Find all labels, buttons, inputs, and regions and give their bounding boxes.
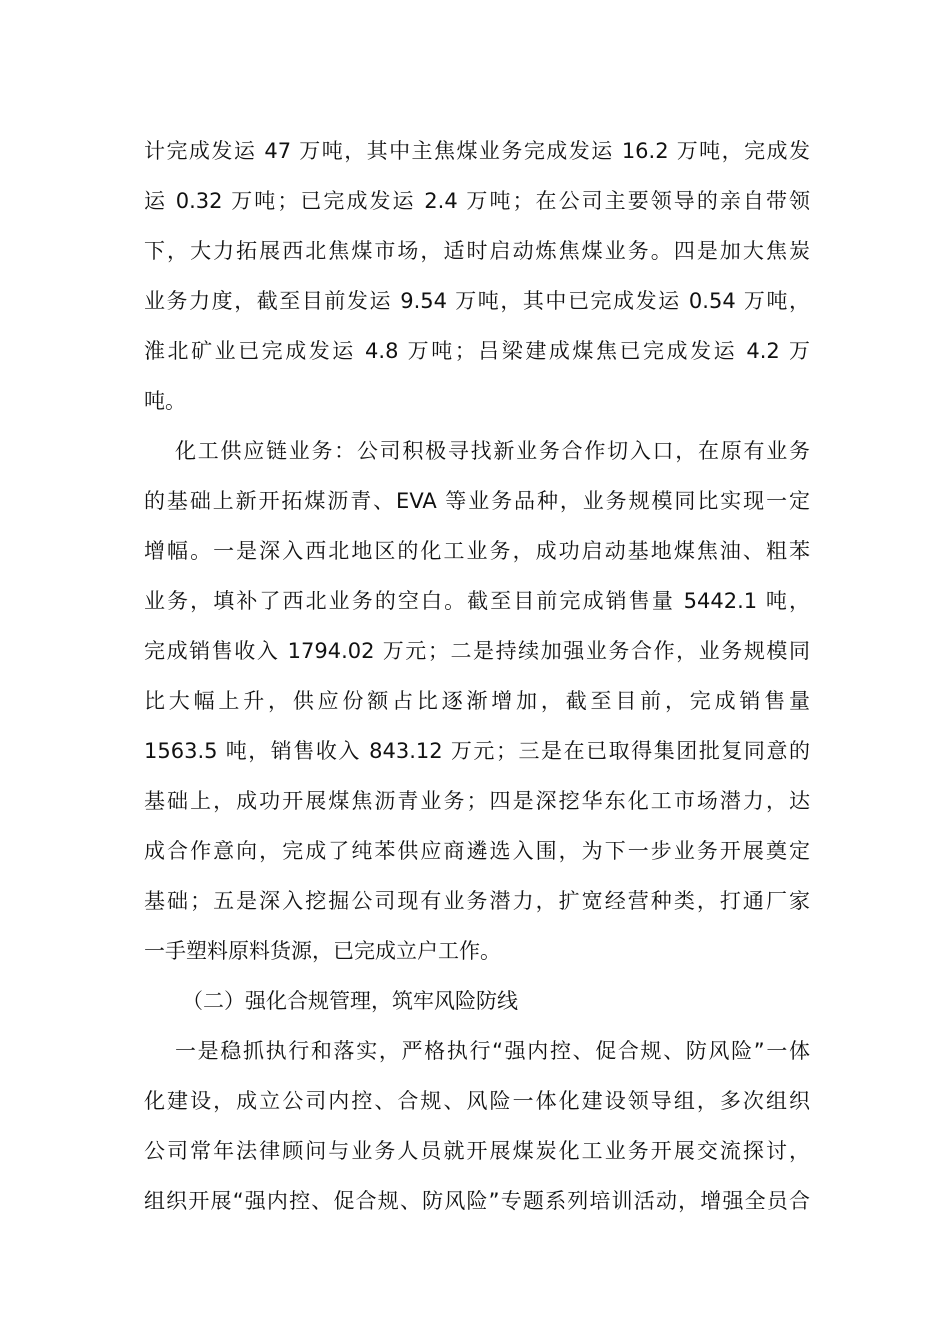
text-line: 淮北矿业已完成发运 4.8 万吨；吕梁建成煤焦已完成发运 4.2 万: [144, 339, 810, 363]
paragraph-start-line: 一是稳抓执行和落实，严格执行“强内控、促合规、防风险”一体: [175, 1039, 810, 1063]
text-line: 计完成发运 47 万吨，其中主焦煤业务完成发运 16.2 万吨，完成发: [144, 139, 810, 163]
text-line: 业务力度，截至目前发运 9.54 万吨，其中已完成发运 0.54 万吨，: [144, 289, 810, 313]
paragraph-start-line: 化工供应链业务：公司积极寻找新业务合作切入口，在原有业务: [175, 439, 810, 463]
text-line: 一手塑料原料货源，已完成立户工作。: [144, 939, 501, 963]
text-line: 基础上，成功开展煤焦沥青业务；四是深挖华东化工市场潜力，达: [144, 789, 810, 813]
text-line: 成合作意向，完成了纯苯供应商遴选入围，为下一步业务开展奠定: [144, 839, 810, 863]
section-heading: （二）强化合规管理，筑牢风险防线: [182, 989, 518, 1013]
text-line: 基础；五是深入挖掘公司现有业务潜力，扩宽经营种类，打通厂家: [144, 889, 810, 913]
text-line: 业务，填补了西北业务的空白。截至目前完成销售量 5442.1 吨，: [144, 589, 810, 613]
text-line: 增幅。一是深入西北地区的化工业务，成功启动基地煤焦油、粗苯: [144, 539, 810, 563]
text-line: 比大幅上升，供应份额占比逐渐增加，截至目前，完成销售量: [144, 689, 810, 713]
text-line: 组织开展“强内控、促合规、防风险”专题系列培训活动，增强全员合: [144, 1189, 810, 1213]
text-line: 运 0.32 万吨；已完成发运 2.4 万吨；在公司主要领导的亲自带领: [144, 189, 810, 213]
text-line: 吨。: [144, 389, 186, 413]
text-line: 的基础上新开拓煤沥青、EVA 等业务品种，业务规模同比实现一定: [144, 489, 810, 513]
text-line: 1563.5 吨，销售收入 843.12 万元；三是在已取得集团批复同意的: [144, 739, 810, 763]
text-line: 化建设，成立公司内控、合规、风险一体化建设领导组，多次组织: [144, 1089, 810, 1113]
text-line: 公司常年法律顾问与业务人员就开展煤炭化工业务开展交流探讨，: [144, 1139, 810, 1163]
text-line: 完成销售收入 1794.02 万元；二是持续加强业务合作，业务规模同: [144, 639, 810, 663]
document-body: [144, 126, 810, 1226]
text-line: 下，大力拓展西北焦煤市场，适时启动炼焦煤业务。四是加大焦炭: [144, 239, 810, 263]
